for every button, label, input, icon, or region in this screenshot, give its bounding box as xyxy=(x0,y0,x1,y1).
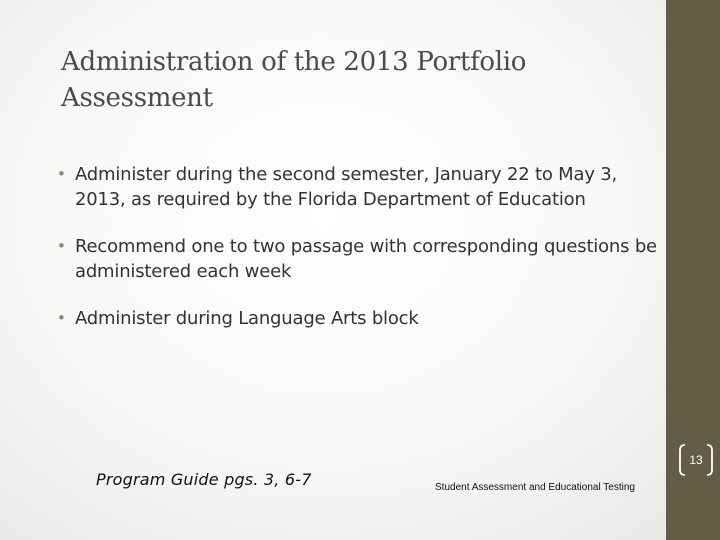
program-guide-reference: Program Guide pgs. 3, 6-7 xyxy=(96,470,312,489)
title-line-1: Administration of the 2013 Portfolio xyxy=(61,47,527,77)
footer-department: Student Assessment and Educational Testing xyxy=(435,482,635,493)
bullet-item xyxy=(57,306,667,331)
slide-title xyxy=(61,44,621,116)
bullet-text: Administer during the second semester, January 22 to May 3, 2013, as required by the Florida Department of Education xyxy=(75,164,618,210)
bullet-text: Administer during Language Arts block xyxy=(75,308,419,329)
bullet-item xyxy=(57,234,667,284)
page-number: 13 xyxy=(689,453,703,467)
title-line-2: Assessment xyxy=(61,83,213,113)
bullet-dot-icon: • xyxy=(57,237,66,255)
bullet-text: Recommend one to two passage with corresponding questions be administered each week xyxy=(75,236,657,282)
page-number-badge xyxy=(677,444,715,476)
bullet-dot-icon: • xyxy=(57,165,66,183)
bullet-item xyxy=(57,162,667,212)
bullet-list xyxy=(57,162,667,353)
bullet-dot-icon: • xyxy=(57,309,66,327)
